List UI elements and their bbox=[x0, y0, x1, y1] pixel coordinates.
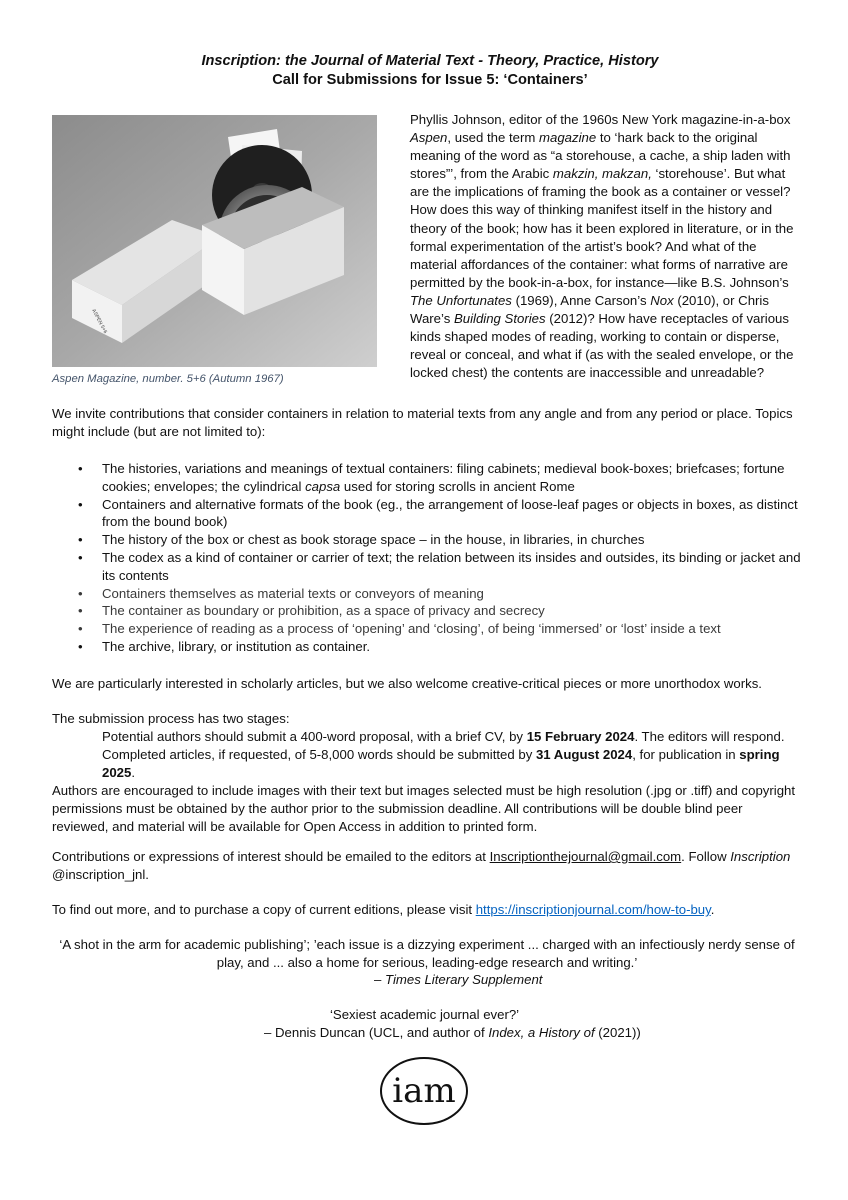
stage-two bbox=[52, 746, 802, 782]
stage-one bbox=[52, 728, 802, 746]
arabic-term: makzin, makzan, bbox=[552, 166, 656, 182]
magazine-term: magazine bbox=[539, 130, 597, 146]
photo-caption: Aspen Magazine, number. 5+6 (Autumn 1967) bbox=[52, 373, 284, 385]
contact-text: Contributions or expressions of interest should be emailed to the editors at bbox=[52, 849, 490, 864]
bullet: • bbox=[78, 549, 83, 565]
contact-paragraph bbox=[52, 848, 802, 884]
buy-paragraph bbox=[52, 901, 802, 919]
bullet: • bbox=[78, 585, 83, 601]
contact-text: @inscription_jnl. bbox=[52, 867, 149, 882]
process-section bbox=[52, 710, 802, 836]
call-title: Call for Submissions for Issue 5: ‘Containers’ bbox=[272, 72, 588, 88]
book-title: Index, a History of bbox=[488, 1024, 595, 1040]
source-name: Times Literary Supplement bbox=[385, 972, 543, 988]
book-title: Nox bbox=[650, 292, 674, 308]
bullet: • bbox=[78, 532, 83, 548]
list-item bbox=[52, 549, 802, 585]
stage-text: . The editors will respond. bbox=[634, 729, 785, 744]
quote-line: ‘A shot in the arm for academic publishing’; ’each issue is a dizzying experiment ... charged with an infectiously nerdy sense of bbox=[59, 937, 795, 952]
attribution-text: (2021)) bbox=[594, 1024, 641, 1040]
attribution-text: – Dennis Duncan (UCL, and author of bbox=[264, 1024, 489, 1040]
topic-text: The histories, variations and meanings of textual containers: filing cabinets; medieval book-boxes; briefcases; fortune cookies; envelopes; the cylindrical bbox=[102, 461, 785, 494]
duncan-quote bbox=[52, 1006, 802, 1041]
topic-text: Containers and alternative formats of the book (eg., the arrangement of loose-leaf pages or objects in boxes, as distinct from the bound book) bbox=[102, 496, 798, 530]
bullet: • bbox=[78, 603, 83, 619]
quote-line: play, and ... also a home for serious, leading-edge research and writing.’ bbox=[216, 954, 638, 970]
aspen-title: Aspen bbox=[410, 130, 448, 146]
process-intro: The submission process has two stages: bbox=[52, 711, 290, 726]
bullet: • bbox=[78, 621, 83, 637]
page-header bbox=[50, 52, 810, 90]
list-item bbox=[52, 638, 802, 656]
box-spine-text: ASPEN 5+6 bbox=[90, 308, 109, 335]
topic-text: The history of the box or chest as book storage space – in the house, in libraries, in churches bbox=[102, 532, 645, 548]
article-deadline: 31 August 2024 bbox=[535, 747, 633, 762]
stage-text: Completed articles, if requested, of 5-8,000 words should be submitted by bbox=[102, 747, 536, 762]
images-paragraph: Authors are encouraged to include images with their text but images selected must be high resolution (.jpg or .tiff) and copyright permissions must be obtained by the author prior to the submission deadline. All contributions will be double blind peer reviewed, and material will be available for Open Access in addition to printed form. bbox=[52, 783, 796, 834]
contact-text: . Follow bbox=[681, 849, 731, 864]
email-link[interactable]: Inscriptionthejournal@gmail.com bbox=[489, 849, 682, 864]
intro-text: Phyllis Johnson, editor of the 1960s New York magazine-in-a-box bbox=[410, 112, 791, 127]
list-item bbox=[52, 460, 802, 496]
journal-name: Inscription bbox=[730, 849, 791, 864]
intro-text: , used the term bbox=[447, 130, 540, 146]
list-item bbox=[52, 496, 802, 532]
quote-attribution bbox=[52, 1024, 802, 1042]
buy-text: To find out more, and to purchase a copy of current editions, please visit bbox=[52, 902, 476, 917]
proposal-deadline: 15 February 2024 bbox=[526, 729, 635, 744]
tls-quote bbox=[52, 936, 802, 989]
quote-dash: – bbox=[374, 972, 385, 988]
topic-list bbox=[52, 460, 802, 656]
list-item bbox=[52, 620, 802, 638]
topic-text: The experience of reading as a process of ‘opening’ and ‘closing’, of being ‘immersed’ or ‘lost’ inside a text bbox=[102, 621, 721, 637]
logo-text: iam bbox=[392, 1071, 456, 1111]
topic-text: Containers themselves as material texts or conveyors of meaning bbox=[102, 585, 484, 601]
publication-date: spring 2025 bbox=[102, 747, 780, 780]
iam-logo bbox=[379, 1056, 469, 1131]
topic-text: The container as boundary or prohibition, as a space of privacy and secrecy bbox=[102, 603, 545, 619]
buy-text: . bbox=[710, 902, 715, 917]
quote-line: ‘Sexiest academic journal ever?’ bbox=[330, 1007, 520, 1022]
bullet: • bbox=[78, 461, 83, 476]
topic-text: The codex as a kind of container or carrier of text; the relation between its insides and outsides, its binding or jacket and its contents bbox=[102, 549, 801, 583]
topic-text: The archive, library, or institution as container. bbox=[102, 638, 371, 654]
book-title: Building Stories bbox=[453, 311, 546, 327]
bullet: • bbox=[78, 496, 83, 512]
capsa-term: capsa bbox=[305, 478, 341, 494]
journal-title: Inscription: the Journal of Material Text - Theory, Practice, History bbox=[201, 53, 659, 69]
intro-text: to ‘hark back to the original meaning of the word as “a storehouse, a cache, a ship laden with stores”’, from the Arabic bbox=[410, 130, 791, 182]
intro-text: ‘storehouse’. But what are the implications of framing the book as a container or vessel? How does this way of thinking manifest itself in the history and theory of the book; how has it been explored in literature, or in the formal experimentation of the artist’s book? And what of the material affordances of the container: what forms of narrative are permitted by the book-in-a-box, for instance—like B.S. Johnson’s bbox=[410, 166, 794, 290]
list-item bbox=[52, 602, 802, 620]
invite-paragraph: We invite contributions that consider containers in relation to material texts from any angle and from any period or place. Topics might include (but are not limited to): bbox=[52, 406, 793, 439]
buy-link[interactable]: https://inscriptionjournal.com/how-to-buy bbox=[475, 902, 711, 917]
list-item bbox=[52, 585, 802, 603]
intro-text: (2010), or Chris Ware’s bbox=[410, 292, 769, 327]
interest-paragraph: We are particularly interested in scholarly articles, but we also welcome creative-critical pieces or more unorthodox works. bbox=[52, 676, 762, 691]
intro-text: (1969), Anne Carson’s bbox=[511, 292, 651, 308]
aspen-photo bbox=[52, 115, 377, 367]
stage-text: . bbox=[131, 765, 136, 780]
intro-text: (2012)? How have receptacles of various kinds shaped modes of reading, working to contain or disperse, reveal or conceal, and what if (as with the sealed envelope, or the locked chest) the contents are inaccessible and unreadable? bbox=[410, 311, 794, 381]
stage-text: , for publication in bbox=[632, 747, 740, 762]
topic-text: used for storing scrolls in ancient Rome bbox=[340, 478, 575, 494]
bullet: • bbox=[78, 638, 83, 654]
list-item bbox=[52, 531, 802, 549]
intro-paragraph bbox=[410, 111, 800, 382]
book-title: The Unfortunates bbox=[410, 292, 512, 308]
quote-source bbox=[52, 971, 802, 989]
stage-text: Potential authors should submit a 400-word proposal, with a brief CV, by bbox=[102, 729, 527, 744]
